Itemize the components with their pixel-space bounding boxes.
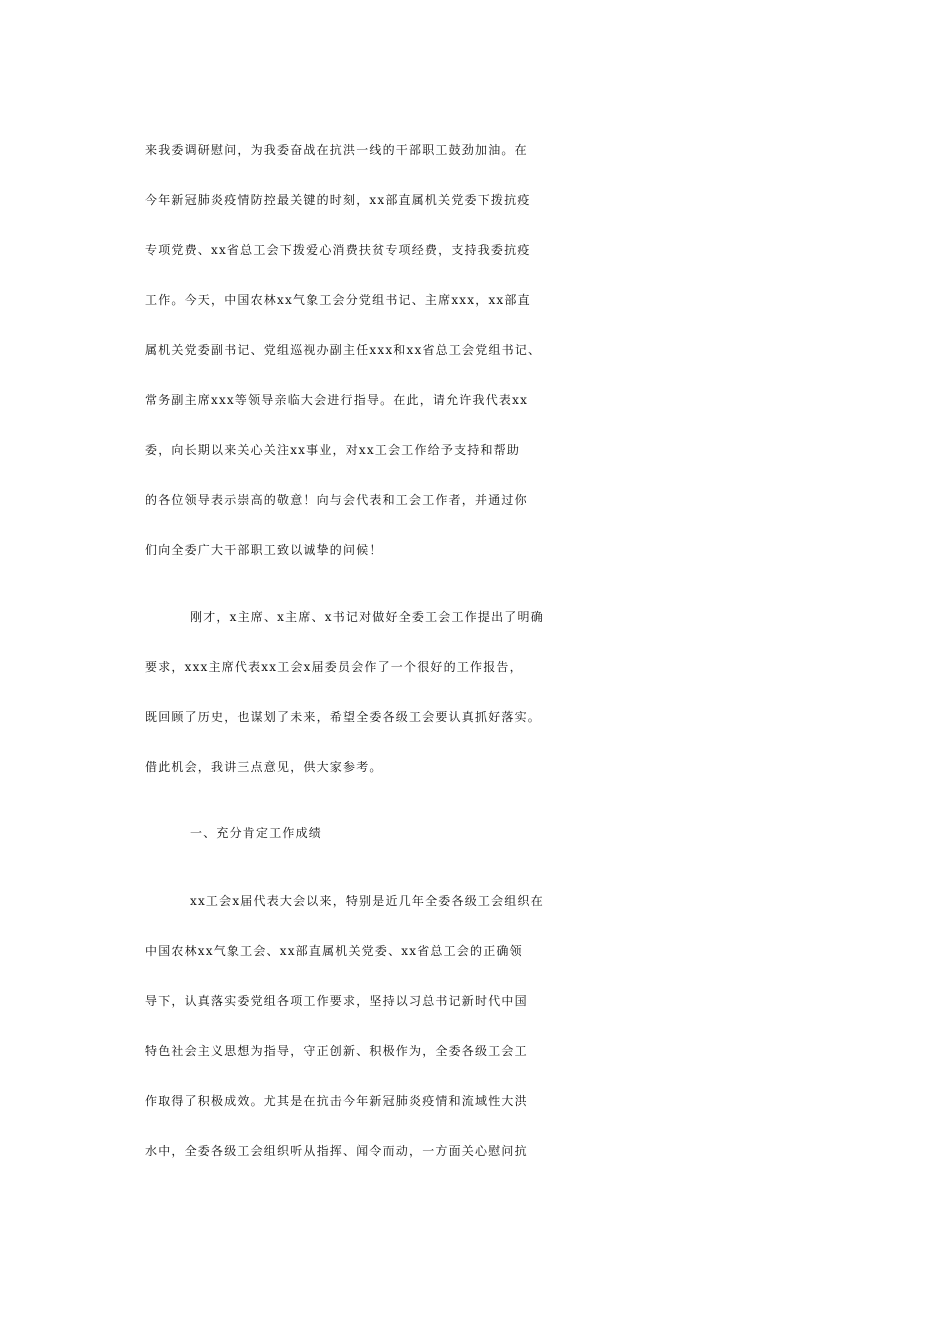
paragraph-line: 常务副主席xxx等领导亲临大会进行指导。在此，请允许我代表xx xyxy=(145,393,529,407)
paragraph-line: 要求，xxx主席代表xx工会x届委员会作了一个很好的工作报告， xyxy=(145,660,523,674)
paragraph-line: 导下，认真落实委党组各项工作要求，坚持以习总书记新时代中国 xyxy=(145,994,528,1008)
paragraph-line: 作取得了积极成效。尤其是在抗击今年新冠肺炎疫情和流域性大洪 xyxy=(145,1094,528,1108)
paragraph-line: 们向全委广大干部职工致以诚挚的问候！ xyxy=(145,543,383,557)
paragraph-line: 中国农林xx气象工会、xx部直属机关党委、xx省总工会的正确领 xyxy=(145,944,523,958)
paragraph-line: 来我委调研慰问，为我委奋战在抗洪一线的干部职工鼓劲加油。在 xyxy=(145,143,528,157)
paragraph-line: 工作。今天，中国农林xx气象工会分党组书记、主席xxx，xx部直 xyxy=(145,293,531,307)
paragraph-line: 的各位领导表示崇高的敬意！向与会代表和工会工作者，并通过你 xyxy=(145,493,528,507)
paragraph-line: 借此机会，我讲三点意见，供大家参考。 xyxy=(145,760,383,774)
paragraph-line: 既回顾了历史，也谋划了未来，希望全委各级工会要认真抓好落实。 xyxy=(145,710,542,724)
paragraph-line: 专项党费、xx省总工会下拨爱心消费扶贫专项经费，支持我委抗疫 xyxy=(145,243,531,257)
paragraph-line: 今年新冠肺炎疫情防控最关键的时刻，xx部直属机关党委下拨抗疫 xyxy=(145,193,531,207)
section-heading: 一、充分肯定工作成绩 xyxy=(190,826,323,840)
paragraph-line: 属机关党委副书记、党组巡视办副主任xxx和xx省总工会党组书记、 xyxy=(145,343,542,357)
paragraph-line: 特色社会主义思想为指导，守正创新、积极作为，全委各级工会工 xyxy=(145,1044,528,1058)
paragraph-line: 水中，全委各级工会组织听从指挥、闻令而动，一方面关心慰问抗 xyxy=(145,1144,528,1158)
paragraph-line: xx工会x届代表大会以来，特别是近几年全委各级工会组织在 xyxy=(190,894,544,908)
paragraph-line: 刚才，x主席、x主席、x书记对做好全委工会工作提出了明确 xyxy=(190,610,544,624)
paragraph-line: 委，向长期以来关心关注xx事业，对xx工会工作给予支持和帮助 xyxy=(145,443,521,457)
